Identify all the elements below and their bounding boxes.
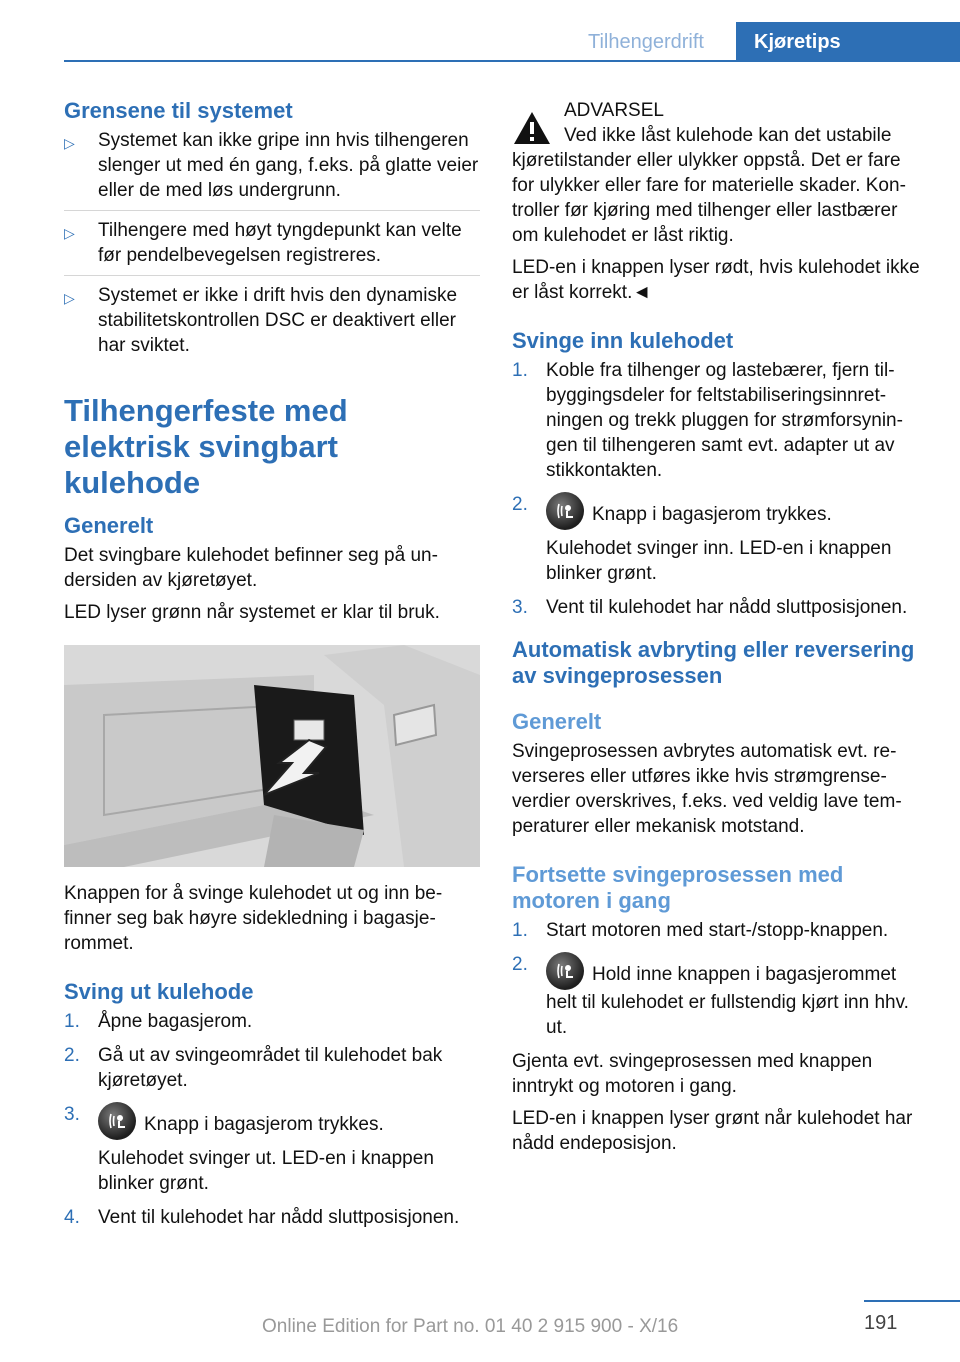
list-item: ▷ Systemet kan ikke gripe inn hvis tilhengeren slenger ut med én gang, f.eks. på glatte veier eller de med løs undergrunn. xyxy=(64,128,480,211)
list-item: 4. Vent til kulehodet har nådd sluttposisjonen. xyxy=(64,1207,460,1228)
list-item: 1. Åpne bagasjerom. xyxy=(64,1011,253,1032)
auto-general-text: Svingeprosessen avbrytes automatisk evt. reverseres eller utføres ikke hvis strømgrenseverdier overskrives, f.eks. ved veldig lave temperaturer eller mekanisk motstand. xyxy=(512,741,902,837)
page-number-rule xyxy=(864,1300,960,1302)
list-item: 3. Vent til kulehodet har nådd sluttposisjonen. xyxy=(512,597,908,618)
end-text: LED-en i knappen lyser grønt når kulehodet har nådd endeposisjon. xyxy=(512,1108,913,1154)
general-paragraph-1: Det svingbare kulehodet befinner seg på undersiden av kjøretøyet. xyxy=(64,545,438,591)
general-heading: Generelt xyxy=(64,513,154,538)
tow-hitch-button-icon xyxy=(546,952,584,990)
list-item: 1. Koble fra tilhenger og lastebærer, fjern tilbyggingsdeler for feltstabiliseringsinnretningen og trekk pluggen for strømforsyningen til tilhengeren samt evt. adapter ut av stikkontakten. xyxy=(512,360,903,481)
list-item: ▷ Tilhengere med høyt tyngdepunkt kan velte før pendelbevegelsen registreres. xyxy=(64,218,480,276)
auto-heading: Automatisk avbryting eller reversering av svingeprosessen xyxy=(512,637,915,688)
led-note: LED-en i knappen lyser rødt, hvis kulehodet ikke er låst korrekt.◄ xyxy=(512,257,920,303)
trunk-button-figure xyxy=(64,645,480,867)
warning-text: Ved ikke låst kulehode kan det ustabile kjøretilstander eller ulykker oppstå. Det er fare for ulykker eller fare for materielle skader. Kontroller før kjøring med tilhenger eller lastbærer om kulehodet er låst riktig. xyxy=(512,125,906,246)
swing-in-steps xyxy=(512,358,928,620)
list-item: 2. Knapp i bagasjerom trykkes. Kulehodet svinger inn. LED-en i knappen blinker grønt. xyxy=(512,494,892,584)
continue-heading: Fortsette svingeprosessen med motoren i gang xyxy=(512,862,844,913)
tab-kjoretips[interactable]: Kjøretips xyxy=(736,22,960,62)
section-title: Tilhengerfeste med elektrisk svingbart kulehode xyxy=(64,393,348,500)
swing-out-steps xyxy=(64,1009,480,1230)
right-column xyxy=(512,98,928,1163)
page-number: 191 xyxy=(864,1312,898,1334)
tow-hitch-button-icon xyxy=(98,1102,136,1140)
general-paragraph-2: LED lyser grønn når systemet er klar til bruk. xyxy=(64,602,440,623)
warning-title: ADVARSEL xyxy=(564,100,664,121)
list-item: ▷ Systemet er ikke i drift hvis den dynamiske stabilitetskontrollen DSC er deaktivert eller har sviktet. xyxy=(64,285,458,356)
swing-in-heading: Svinge inn kulehodet xyxy=(512,328,734,353)
triangle-bullet-icon: ▷ xyxy=(64,290,75,306)
left-column xyxy=(64,98,480,1239)
triangle-bullet-icon: ▷ xyxy=(64,225,75,241)
tab-tilhengerdrift[interactable]: Tilhengerdrift xyxy=(588,31,704,53)
warning-triangle-icon xyxy=(512,110,552,146)
edition-note: Online Edition for Part no. 01 40 2 915 900 - X/16 xyxy=(262,1316,679,1337)
swing-out-heading: Sving ut kulehode xyxy=(64,979,254,1004)
tow-hitch-button-icon xyxy=(546,492,584,530)
continue-steps xyxy=(512,918,928,1040)
list-item: 1. Start motoren med start-/stopp-knappen. xyxy=(512,920,889,941)
list-item: 2. Gå ut av svingeområdet til kulehodet bak kjøretøyet. xyxy=(64,1045,443,1091)
warning-box xyxy=(512,98,928,123)
list-item: 2. Hold inne knappen i bagasjerommet helt til kulehodet er fullstendig kjørt inn hhv. ut. xyxy=(512,954,909,1038)
limits-heading: Grensene til systemet xyxy=(64,98,293,123)
figure-caption: Knappen for å svinge kulehodet ut og inn befinner seg bak høyre sidekledning i bagasjerommet. xyxy=(64,883,443,954)
limits-list xyxy=(64,128,480,365)
triangle-bullet-icon: ▷ xyxy=(64,135,75,151)
repeat-text: Gjenta evt. svingeprosessen med knappen inntrykt og motoren i gang. xyxy=(512,1051,873,1097)
list-item: 3. Knapp i bagasjerom trykkes. Kulehodet svinger ut. LED-en i knappen blinker grønt. xyxy=(64,1104,434,1194)
auto-general-heading: Generelt xyxy=(512,709,602,734)
